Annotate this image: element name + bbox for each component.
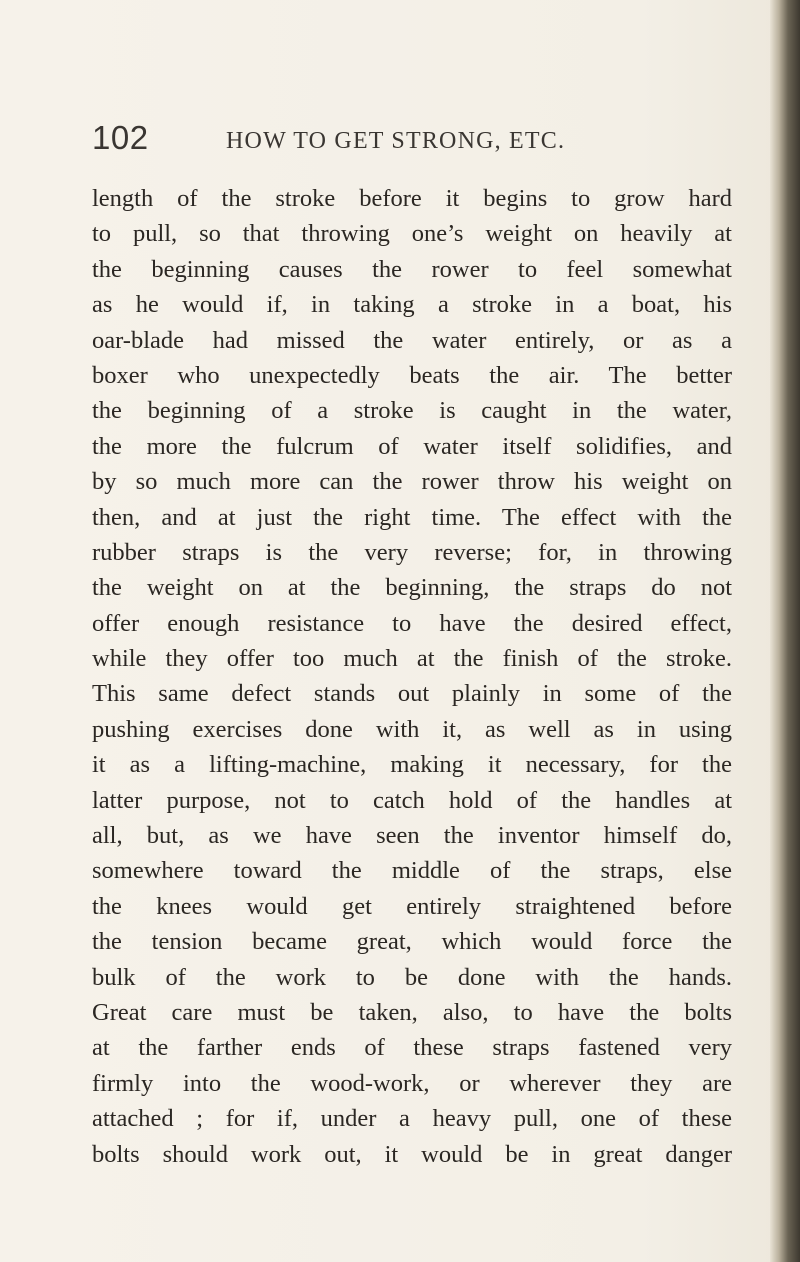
text-line: the more the fulcrum of water itself solidifies, and (92, 432, 732, 460)
page-header (92, 118, 732, 166)
text-line: This same defect stands out plainly in some of the (92, 680, 732, 708)
text-line: bolts should work out, it would be in great danger (92, 1140, 732, 1168)
text-line: then, and at just the right time. The effect with the (92, 503, 732, 531)
text-line: the tension became great, which would force the (92, 928, 732, 956)
text-line: rubber straps is the very reverse; for, in throwing (92, 538, 732, 566)
text-line: offer enough resistance to have the desired effect, (92, 609, 732, 637)
text-line: attached ; for if, under a heavy pull, one of these (92, 1105, 732, 1133)
text-line: as he would if, in taking a stroke in a boat, his (92, 291, 732, 319)
text-line: firmly into the wood-work, or wherever they are (92, 1069, 732, 1097)
text-line: it as a lifting-machine, making it necessary, for the (92, 751, 732, 779)
text-line: oar-blade had missed the water entirely, or as a (92, 326, 732, 354)
text-line: length of the stroke before it begins to grow hard (92, 185, 732, 212)
text-line: boxer who unexpectedly beats the air. The better (92, 361, 732, 389)
text-line: the knees would get entirely straightened before (92, 892, 732, 920)
text-line: bulk of the work to be done with the hands. (92, 963, 732, 991)
text-line: the weight on at the beginning, the straps do not (92, 574, 732, 602)
running-head: HOW TO GET STRONG, ETC. (226, 128, 566, 154)
text-line: all, but, as we have seen the inventor himself do, (92, 822, 732, 850)
text-line: to pull, so that throwing one’s weight on heavily at (92, 220, 732, 248)
text-line: pushing exercises done with it, as well as in using (92, 715, 732, 743)
text-line: the beginning of a stroke is caught in the water, (92, 397, 732, 425)
body-text (92, 181, 732, 1172)
text-line: somewhere toward the middle of the straps, else (92, 857, 732, 885)
text-line: the beginning causes the rower to feel somewhat (92, 255, 732, 283)
text-line: by so much more can the rower throw his weight on (92, 468, 732, 496)
text-line: latter purpose, not to catch hold of the handles at (92, 786, 732, 814)
page-number: 102 (92, 119, 149, 156)
text-line: Great care must be taken, also, to have the bolts (92, 998, 732, 1026)
page-edge-shadow (770, 0, 800, 1262)
text-line: while they offer too much at the finish of the stroke. (92, 645, 732, 673)
text-line: at the farther ends of these straps fastened very (92, 1034, 732, 1062)
